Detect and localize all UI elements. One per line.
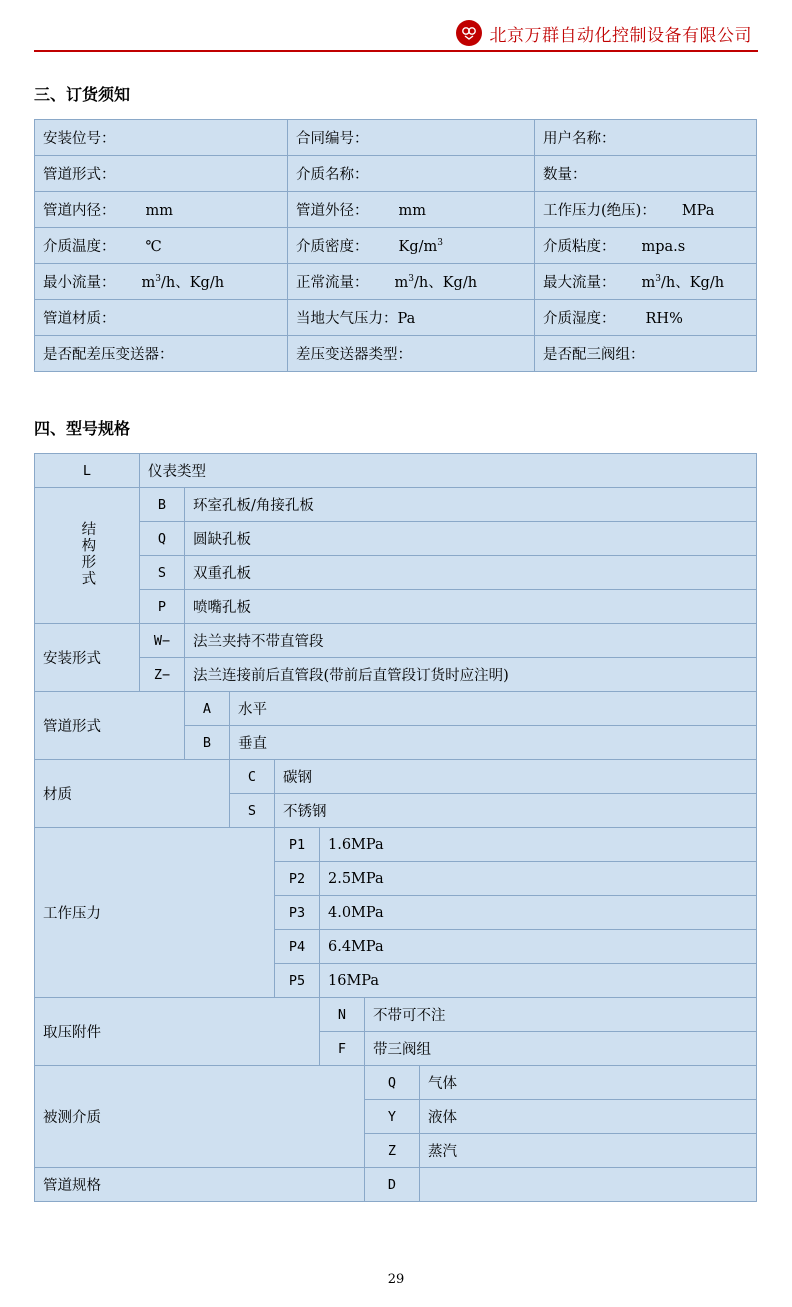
instrument-label-cell: 仪表类型 [140,454,757,488]
order-cell[interactable]: 最小流量： $m^3/h$、Kg/h [35,264,288,300]
page-number: 29 [387,1272,405,1287]
table-row [35,192,757,228]
order-cell[interactable]: 差压变送器类型： [288,336,535,372]
code-cell: P4 [275,930,320,964]
table-row [35,1066,757,1100]
code-cell: W− [140,624,185,658]
page-footer [0,1272,792,1287]
order-cell[interactable]: 管道形式： [35,156,288,192]
code-cell: P1 [275,828,320,862]
desc-cell: 喷嘴孔板 [185,590,757,624]
code-cell: N [320,998,365,1032]
group-label-installation: 安装形式 [35,624,140,692]
desc-cell: 16MPa [320,964,757,998]
table-row [35,454,757,488]
order-cell[interactable]: 管道外径： mm [288,192,535,228]
table-row [35,488,757,522]
order-cell[interactable]: 最大流量： $m^3/h$、Kg/h [535,264,757,300]
group-label-pressure-tap: 取压附件 [35,998,320,1066]
table-row [35,556,757,590]
code-cell: P3 [275,896,320,930]
code-cell: Z [365,1134,420,1168]
order-cell[interactable]: 当地大气压力：Pa [288,300,535,336]
document-page [0,16,792,1307]
table-row [35,264,757,300]
desc-cell: 不带可不注 [365,998,757,1032]
group-label-pipe-type: 管道形式 [35,692,185,760]
order-cell[interactable]: 介质名称： [288,156,535,192]
desc-cell: 4.0MPa [320,896,757,930]
table-row [35,828,757,862]
table-row [35,156,757,192]
code-cell: B [140,488,185,522]
order-cell[interactable]: 管道内径： mm [35,192,288,228]
table-row [35,998,757,1032]
table-row [35,300,757,336]
table-row [35,692,757,726]
section-4-title: 四、型号规格 [34,419,131,438]
table-row [35,336,757,372]
group-label-working-pressure: 工作压力 [35,828,275,998]
desc-cell: 环室孔板/角接孔板 [185,488,757,522]
code-cell: P2 [275,862,320,896]
desc-cell: 法兰夹持不带直管段 [185,624,757,658]
group-label-material: 材质 [35,760,230,828]
code-cell: Y [365,1100,420,1134]
company-logo-icon [456,20,482,46]
company-name: 北京万群自动化控制设备有限公司 [489,25,752,46]
group-label-structure: 结构形式 [35,488,140,624]
order-cell[interactable]: 介质温度： ℃ [35,228,288,264]
model-spec-table [34,453,757,1202]
code-cell: C [230,760,275,794]
order-cell[interactable]: 用户名称： [535,120,757,156]
desc-cell: 液体 [420,1100,757,1134]
desc-cell: 气体 [420,1066,757,1100]
code-cell: D [365,1168,420,1202]
page-header [34,16,758,52]
code-cell: B [185,726,230,760]
table-row [35,228,757,264]
code-cell: S [140,556,185,590]
order-cell[interactable]: 工作压力(绝压)： MPa [535,192,757,228]
desc-cell: 法兰连接前后直管段(带前后直管段订货时应注明) [185,658,757,692]
order-cell[interactable]: 数量： [535,156,757,192]
code-cell: S [230,794,275,828]
table-row [35,760,757,794]
desc-cell: 双重孔板 [185,556,757,590]
order-cell[interactable]: 安装位号： [35,120,288,156]
desc-cell: 6.4MPa [320,930,757,964]
order-cell[interactable]: 正常流量： $m^3/h$、Kg/h [288,264,535,300]
order-notice-table [34,119,757,372]
order-cell[interactable]: 介质密度： $Kg/m^3$ [288,228,535,264]
order-cell[interactable]: 合同编号： [288,120,535,156]
desc-cell: 1.6MPa [320,828,757,862]
code-cell: F [320,1032,365,1066]
desc-cell: 不锈钢 [275,794,757,828]
desc-cell: 蒸汽 [420,1134,757,1168]
group-label-medium: 被测介质 [35,1066,365,1168]
desc-cell: 带三阀组 [365,1032,757,1066]
desc-cell: 圆缺孔板 [185,522,757,556]
order-cell[interactable]: 介质湿度： RH% [535,300,757,336]
table-row [35,120,757,156]
table-row [35,624,757,658]
order-cell[interactable]: 是否配三阀组： [535,336,757,372]
desc-cell [420,1168,757,1202]
desc-cell: 碳钢 [275,760,757,794]
desc-cell: 2.5MPa [320,862,757,896]
desc-cell: 水平 [230,692,757,726]
table-row [35,522,757,556]
group-label-pipe-spec: 管道规格 [35,1168,365,1202]
code-cell: A [185,692,230,726]
order-cell[interactable]: 是否配差压变送器： [35,336,288,372]
table-row [35,1168,757,1202]
code-cell: P5 [275,964,320,998]
order-cell[interactable]: 介质粘度： mpa.s [535,228,757,264]
code-cell: P [140,590,185,624]
code-cell: Q [365,1066,420,1100]
table-row [35,658,757,692]
header-brand [456,20,753,46]
order-cell[interactable]: 管道材质： [35,300,288,336]
table-row [35,590,757,624]
code-cell: Z− [140,658,185,692]
instrument-code-cell: L [35,454,140,488]
section-3-title: 三、订货须知 [34,85,131,104]
desc-cell: 垂直 [230,726,757,760]
code-cell: Q [140,522,185,556]
